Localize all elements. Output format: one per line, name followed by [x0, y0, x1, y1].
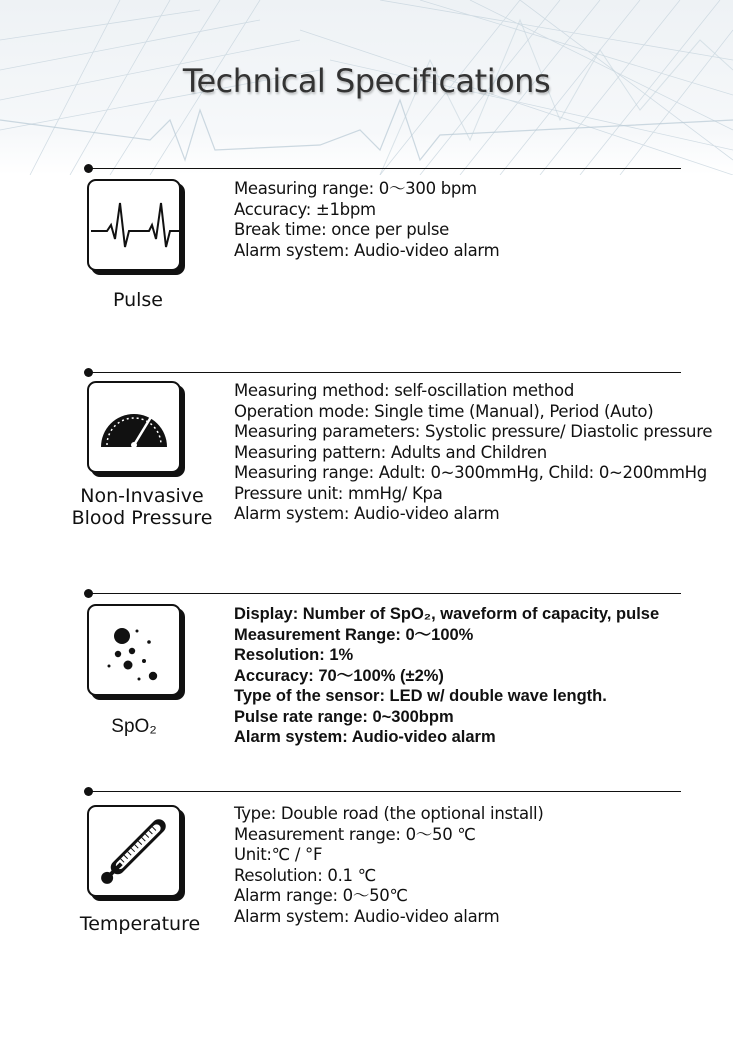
spec-item: Resolution: 0.1 ℃ [234, 865, 376, 885]
spec-item: Type of the sensor: LED w/ double wave length. [234, 687, 607, 705]
spec-item: Alarm range: 0～50℃ [234, 886, 408, 905]
thermometer-icon [87, 805, 181, 897]
section-label: Pulse [112, 289, 164, 311]
label-line: Blood Pressure [71, 507, 213, 529]
spec-list [234, 604, 659, 748]
section-divider [89, 593, 681, 594]
section-label: SpO₂ [111, 716, 157, 737]
spec-item: Break time: once per pulse [234, 220, 450, 239]
section-label [62, 485, 222, 529]
pressure-gauge-icon [87, 381, 181, 473]
spec-list [234, 381, 712, 525]
section-label: Temperature [79, 913, 201, 935]
spec-item: Resolution: 1% [234, 646, 354, 664]
spec-item: Display: Number of SpO₂, waveform of capacity, pulse [234, 605, 660, 623]
spec-item: Alarm system: Audio-video alarm [234, 240, 500, 260]
section-divider [89, 372, 681, 373]
spec-list [234, 804, 543, 927]
oxygen-bubbles-icon [87, 604, 181, 696]
spec-item: Measuring range: 0～300 bpm [234, 179, 477, 198]
spec-item: Operation mode: Single time (Manual), Period (Auto) [234, 401, 654, 421]
spec-item: Unit:℃ / °F [234, 845, 323, 864]
spec-item: Pulse rate range: 0~300bpm [234, 707, 454, 726]
spec-item: Accuracy: ±1bpm [234, 199, 376, 219]
spec-item: Measurement Range: 0～100% [234, 625, 474, 644]
spec-item: Alarm system: Audio-video alarm [234, 504, 500, 523]
page-title: Technical Specifications [182, 62, 551, 100]
spec-item: Pressure unit: mmHg/ Kpa [234, 483, 443, 503]
spec-item: Measurement range: 0～50 ℃ [234, 824, 476, 844]
spec-item: Measuring pattern: Adults and Children [234, 442, 547, 462]
pulse-waveform-icon [87, 179, 181, 271]
spec-item: Measuring parameters: Systolic pressure/ Diastolic pressure [234, 422, 713, 441]
section-divider [89, 168, 681, 169]
section-divider [89, 791, 681, 792]
spec-list [234, 179, 499, 261]
spec-item: Measuring range: Adult: 0~300mmHg, Child: 0~200mmHg [234, 463, 707, 482]
spec-item: Alarm system: Audio-video alarm [234, 906, 500, 926]
spec-item: Accuracy: 70～100% (±2%) [234, 666, 444, 685]
spec-item: Type: Double road (the optional install) [234, 804, 544, 823]
label-line: Non-Invasive [80, 485, 204, 507]
spec-item: Alarm system: Audio-video alarm [234, 728, 496, 746]
spec-item: Measuring method: self-oscillation method [234, 381, 575, 400]
